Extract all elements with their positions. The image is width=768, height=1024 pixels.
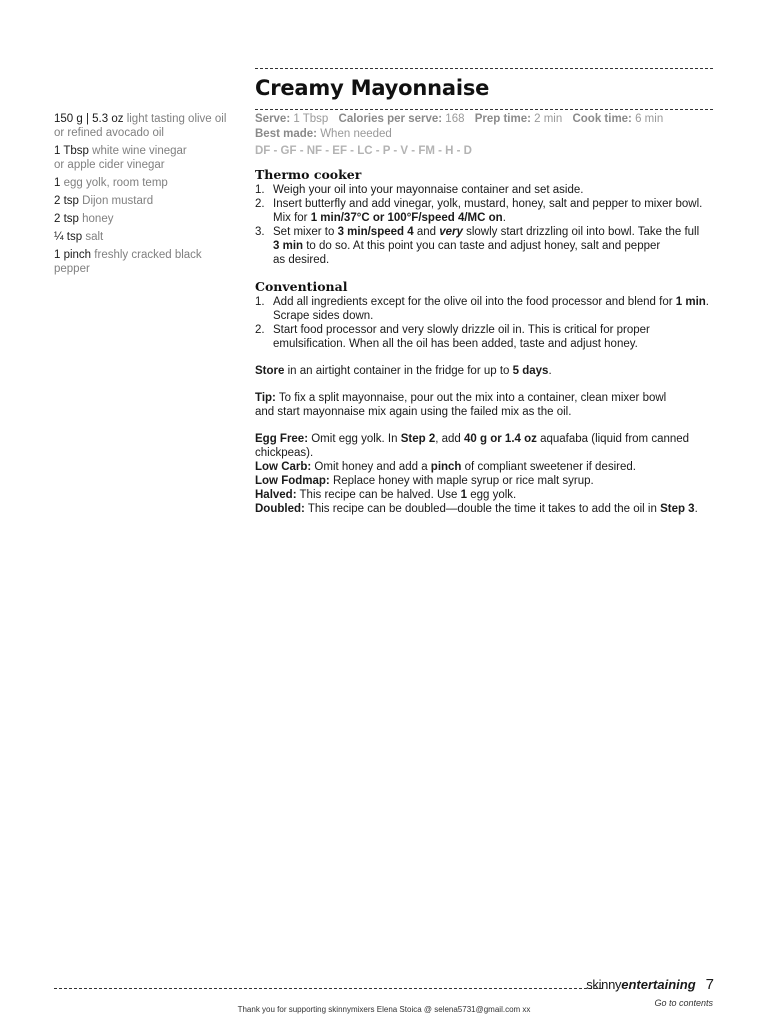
variation-text: This recipe can be doubled—double the time it takes to add the oil in <box>304 503 661 515</box>
prep-value: 2 min <box>534 113 563 125</box>
tip-text: To fix a split mayonnaise, pour out the mix into a container, clean mixer bowl <box>275 392 667 404</box>
step-setting: 3 min/speed 4 <box>337 226 414 238</box>
variation-emphasis: Step 2 <box>400 433 436 445</box>
step-text: . <box>705 296 709 308</box>
step-text: Insert butterfly and add vinegar, yolk, mustard, honey, salt and pepper to mixer bowl. <box>273 198 703 210</box>
best-made-label: Best made: <box>255 128 317 140</box>
thermo-heading: Thermo cooker <box>255 167 362 182</box>
recipe-title: Creamy Mayonnaise <box>255 76 490 100</box>
store-label: Store <box>255 365 285 377</box>
step-text: Set mixer to <box>273 226 338 238</box>
step-item <box>255 197 720 225</box>
egg-free-label: Egg Free: <box>255 433 309 445</box>
step-number: 3. <box>255 226 265 238</box>
step-number: 1. <box>255 184 265 196</box>
ingredient-desc: Dijon mustard <box>82 195 154 207</box>
cook-value: 6 min <box>635 113 664 125</box>
low-carb-label: Low Carb: <box>255 461 312 473</box>
egg-free-variation <box>255 432 720 460</box>
ingredient-desc: white wine vinegar <box>92 145 187 157</box>
ingredient-amount: 1 <box>54 177 61 189</box>
prep-label: Prep time: <box>474 113 531 125</box>
ingredient-desc-cont: or refined avocado oil <box>54 127 164 139</box>
variation-emphasis: Step 3 <box>660 503 695 515</box>
top-divider <box>255 68 713 69</box>
ingredient-item <box>54 248 234 276</box>
ingredient-desc-cont: pepper <box>54 263 90 275</box>
conventional-heading: Conventional <box>255 279 348 294</box>
variation-text: aquafaba (liquid from canned <box>536 433 690 445</box>
cook-label: Cook time: <box>572 113 632 125</box>
store-duration: 5 days <box>512 365 549 377</box>
variation-text: chickpeas). <box>255 447 314 459</box>
halved-label: Halved: <box>255 489 297 501</box>
ingredient-item <box>54 230 234 244</box>
step-text: . <box>502 212 506 224</box>
serve-value: 1 Tbsp <box>293 113 329 125</box>
calories-label: Calories per serve: <box>338 113 443 125</box>
halved-variation <box>255 488 720 502</box>
low-carb-variation <box>255 460 720 474</box>
ingredient-desc: honey <box>82 213 114 225</box>
variations <box>255 432 720 516</box>
best-made-value: When needed <box>320 128 392 140</box>
ingredient-item <box>54 212 234 226</box>
ingredient-amount: 150 g | 5.3 oz <box>54 113 124 125</box>
variation-text: Replace honey with maple syrup or rice malt syrup. <box>329 475 594 487</box>
step-emphasis: very <box>439 226 463 238</box>
step-text: Weigh your oil into your mayonnaise container and set aside. <box>273 184 584 196</box>
go-to-contents-link[interactable]: Go to contents <box>654 998 713 1008</box>
variation-text: This recipe can be halved. Use <box>296 489 461 501</box>
step-text: slowly start drizzling oil into bowl. Take the full <box>462 226 700 238</box>
footer-divider <box>54 988 602 989</box>
step-text: emulsification. When all the oil has been added, taste and adjust honey. <box>273 338 638 350</box>
doubled-label: Doubled: <box>255 503 305 515</box>
tip-note <box>255 391 720 419</box>
store-text: in an airtight container in the fridge for up to <box>284 365 513 377</box>
tip-label: Tip: <box>255 392 276 404</box>
step-text: Add all ingredients except for the olive oil into the food processor and blend for <box>273 296 676 308</box>
conventional-steps <box>255 295 720 351</box>
recipe-meta <box>255 113 663 160</box>
serve-label: Serve: <box>255 113 291 125</box>
calories-value: 168 <box>445 113 465 125</box>
ingredient-amount: 2 tsp <box>54 213 79 225</box>
variation-text: of compliant sweetener if desired. <box>461 461 636 473</box>
variation-text: Omit honey and add a <box>311 461 431 473</box>
step-text: Scrape sides down. <box>273 310 374 322</box>
title-divider <box>255 109 713 110</box>
ingredient-desc-cont: or apple cider vinegar <box>54 159 165 171</box>
step-setting: 1 min/37°C or 100°F/speed 4/MC on <box>310 212 503 224</box>
store-note <box>255 364 720 378</box>
ingredient-desc: light tasting olive oil <box>126 113 227 125</box>
step-item <box>255 295 720 323</box>
thank-you-note: Thank you for supporting skinnymixers Elena Stoica @ selena5731@gmail.com xx <box>237 1005 531 1014</box>
ingredient-amount: ¼ tsp <box>54 231 83 243</box>
step-text: to do so. At this point you can taste and adjust honey, salt and pepper <box>303 240 661 252</box>
step-number: 2. <box>255 198 265 210</box>
step-item <box>255 225 720 267</box>
step-text: as desired. <box>273 254 330 266</box>
ingredient-desc: salt <box>85 231 104 243</box>
ingredient-item <box>54 112 234 140</box>
variation-text: egg yolk. <box>467 489 517 501</box>
thermo-steps <box>255 183 720 267</box>
variation-text: . <box>694 503 698 515</box>
low-fodmap-variation <box>255 474 720 488</box>
step-text: and <box>413 226 440 238</box>
step-setting: 3 min <box>273 240 304 252</box>
ingredient-amount: 2 tsp <box>54 195 79 207</box>
doubled-variation <box>255 502 720 516</box>
tip-text-cont: and start mayonnaise mix again using the failed mix as the oil. <box>255 406 572 418</box>
variation-emphasis: 1 <box>460 489 468 501</box>
step-text: Mix for <box>273 212 311 224</box>
ingredient-item <box>54 144 234 172</box>
variation-emphasis: pinch <box>430 461 462 473</box>
step-item <box>255 183 720 197</box>
step-item <box>255 323 720 351</box>
ingredient-desc: egg yolk, room temp <box>63 177 168 189</box>
ingredient-list <box>54 112 234 280</box>
step-number: 1. <box>255 296 265 308</box>
ingredient-amount: 1 pinch <box>54 249 92 261</box>
variation-text: , add <box>435 433 465 445</box>
method-section <box>255 168 720 516</box>
store-text-end: . <box>548 365 552 377</box>
ingredient-item <box>54 176 234 190</box>
low-fodmap-label: Low Fodmap: <box>255 475 330 487</box>
variation-text: Omit egg yolk. In <box>308 433 401 445</box>
step-setting: 1 min <box>675 296 706 308</box>
diet-codes: DF - GF - NF - EF - LC - P - V - FM - H - D <box>255 145 472 157</box>
variation-emphasis: 40 g or 1.4 oz <box>464 433 537 445</box>
brand-name: skinny <box>586 977 622 992</box>
brand-name-series: entertaining <box>621 977 696 992</box>
ingredient-amount: 1 Tbsp <box>54 145 89 157</box>
ingredient-desc: freshly cracked black <box>94 249 202 261</box>
step-number: 2. <box>255 324 265 336</box>
page-number: 7 <box>705 976 714 993</box>
brand-footer <box>586 976 714 993</box>
ingredient-item <box>54 194 234 208</box>
step-text: Start food processor and very slowly drizzle oil in. This is critical for proper <box>273 324 650 336</box>
